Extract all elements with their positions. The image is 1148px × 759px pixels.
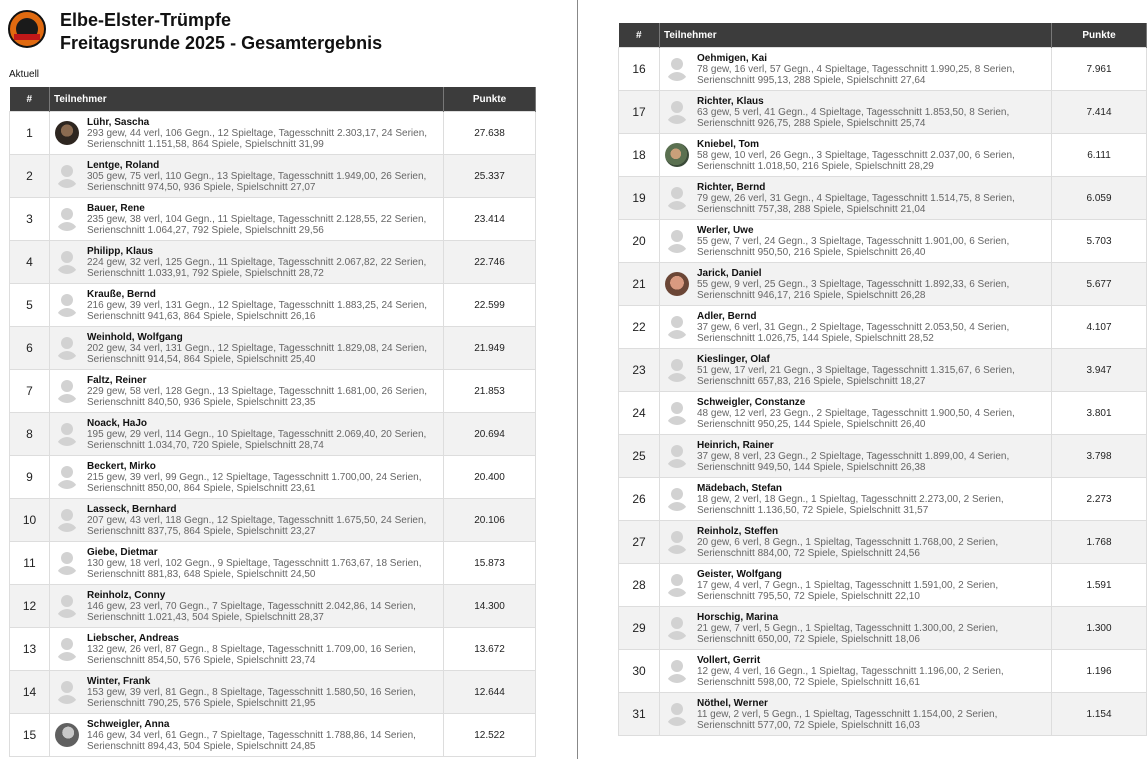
table-row (619, 564, 1147, 607)
participant-stats: 235 gew, 38 verl, 104 Gegn., 11 Spieltage, Tagesschnitt 2.128,55, 22 Serien, Serienschnitt 1.064,27, 792 Spiele, Spielschnitt 29,56 (87, 213, 427, 236)
participant-cell (50, 456, 444, 499)
points-cell: 21.853 (444, 370, 536, 413)
participant-name: Jarick, Daniel (697, 267, 762, 279)
avatar (665, 401, 689, 425)
participant-cell (50, 413, 444, 456)
rank-cell: 22 (619, 306, 660, 349)
table-row (10, 284, 536, 327)
table-row (619, 263, 1147, 306)
avatar (55, 379, 79, 403)
rank-cell: 24 (619, 392, 660, 435)
column-header-points: Punkte (1052, 23, 1147, 48)
rank-cell: 15 (10, 714, 50, 757)
points-cell: 1.154 (1052, 693, 1147, 736)
participant-cell (50, 370, 444, 413)
participant-cell (50, 542, 444, 585)
points-cell: 14.300 (444, 585, 536, 628)
rank-cell: 11 (10, 542, 50, 585)
points-cell: 15.873 (444, 542, 536, 585)
table-row (10, 112, 536, 155)
participant-name: Liebscher, Andreas (87, 632, 179, 644)
participant-name: Bauer, Rene (87, 202, 145, 214)
table-row (619, 392, 1147, 435)
points-cell: 22.599 (444, 284, 536, 327)
rank-cell: 19 (619, 177, 660, 220)
avatar (55, 121, 79, 145)
participant-name: Richter, Bernd (697, 181, 766, 193)
participant-stats: 20 gew, 6 verl, 8 Gegn., 1 Spieltag, Tagesschnitt 1.768,00, 2 Serien, Serienschnitt 884,00, 72 Spiele, Spielschnitt 24,56 (697, 536, 999, 559)
avatar (55, 551, 79, 575)
participant-cell (50, 112, 444, 155)
rank-cell: 4 (10, 241, 50, 284)
table-row (10, 327, 536, 370)
rank-cell: 27 (619, 521, 660, 564)
table-row (619, 349, 1147, 392)
participant-stats: 146 gew, 23 verl, 70 Gegn., 7 Spieltage, Tagesschnitt 2.042,86, 14 Serien, Serienschnitt 1.021,43, 504 Spiele, Spielschnitt 28,37 (87, 600, 416, 623)
avatar (665, 229, 689, 253)
rank-cell: 1 (10, 112, 50, 155)
participant-cell (50, 327, 444, 370)
participant-cell (660, 693, 1052, 736)
avatar (665, 702, 689, 726)
participant-cell (660, 220, 1052, 263)
points-cell: 3.798 (1052, 435, 1147, 478)
points-cell: 22.746 (444, 241, 536, 284)
rank-cell: 21 (619, 263, 660, 306)
participant-cell (50, 155, 444, 198)
table-row (10, 499, 536, 542)
table-row (10, 542, 536, 585)
rank-cell: 10 (10, 499, 50, 542)
participant-cell (660, 607, 1052, 650)
avatar (665, 358, 689, 382)
avatar (665, 487, 689, 511)
rank-cell: 13 (10, 628, 50, 671)
participant-stats: 153 gew, 39 verl, 81 Gegn., 8 Spieltage, Tagesschnitt 1.580,50, 16 Serien, Serienschnitt 790,25, 576 Spiele, Spielschnitt 21,95 (87, 686, 416, 709)
participant-cell (660, 177, 1052, 220)
points-cell: 1.591 (1052, 564, 1147, 607)
participant-name: Lühr, Sascha (87, 116, 150, 128)
participant-name: Giebe, Dietmar (87, 546, 158, 558)
rank-cell: 26 (619, 478, 660, 521)
table-row (10, 585, 536, 628)
participant-cell (50, 198, 444, 241)
rank-cell: 3 (10, 198, 50, 241)
participant-cell (660, 91, 1052, 134)
participant-stats: 130 gew, 18 verl, 102 Gegn., 9 Spieltage, Tagesschnitt 1.763,67, 18 Serien, Serienschnitt 881,83, 648 Spiele, Spielschnitt 24,50 (87, 557, 422, 580)
participant-stats: 79 gew, 26 verl, 31 Gegn., 4 Spieltage, Tagesschnitt 1.514,75, 8 Serien, Serienschnitt 757,38, 288 Spiele, Spielschnitt 21,04 (697, 192, 1015, 215)
points-cell: 5.703 (1052, 220, 1147, 263)
participant-cell (660, 564, 1052, 607)
table-row (619, 306, 1147, 349)
participant-stats: 207 gew, 43 verl, 118 Gegn., 12 Spieltage, Tagesschnitt 1.675,50, 24 Serien, Serienschnitt 837,75, 864 Spiele, Spielschnitt 23,27 (87, 514, 427, 537)
participant-cell (50, 671, 444, 714)
table-row (10, 456, 536, 499)
avatar (55, 723, 79, 747)
participant-name: Nöthel, Werner (697, 697, 768, 709)
participant-cell (50, 499, 444, 542)
points-cell: 6.111 (1052, 134, 1147, 177)
participant-stats: 224 gew, 32 verl, 125 Gegn., 11 Spieltage, Tagesschnitt 2.067,82, 22 Serien, Serienschnitt 1.033,91, 792 Spiele, Spielschnitt 28,72 (87, 256, 427, 279)
participant-stats: 11 gew, 2 verl, 5 Gegn., 1 Spieltag, Tagesschnitt 1.154,00, 2 Serien, Serienschnitt 577,00, 72 Spiele, Spielschnitt 16,03 (697, 708, 998, 731)
rank-cell: 20 (619, 220, 660, 263)
participant-stats: 78 gew, 16 verl, 57 Gegn., 4 Spieltage, Tagesschnitt 1.990,25, 8 Serien, Serienschnitt 995,13, 288 Spiele, Spielschnitt 27,64 (697, 63, 1015, 86)
table-row (619, 134, 1147, 177)
rank-cell: 23 (619, 349, 660, 392)
points-cell: 13.672 (444, 628, 536, 671)
avatar (665, 616, 689, 640)
rank-cell: 18 (619, 134, 660, 177)
points-cell: 1.196 (1052, 650, 1147, 693)
column-header-participant: Teilnehmer (660, 23, 1052, 48)
participant-name: Vollert, Gerrit (697, 654, 761, 666)
rank-cell: 16 (619, 48, 660, 91)
participant-name: Werler, Uwe (697, 224, 754, 236)
participant-cell (50, 284, 444, 327)
table-row (619, 177, 1147, 220)
points-cell: 1.300 (1052, 607, 1147, 650)
points-cell: 27.638 (444, 112, 536, 155)
participant-name: Schweigler, Constanze (697, 396, 806, 408)
avatar (55, 465, 79, 489)
participant-name: Mädebach, Stefan (697, 482, 783, 494)
participant-stats: 18 gew, 2 verl, 18 Gegn., 1 Spieltag, Tagesschnitt 2.273,00, 2 Serien, Serienschnitt 1.136,50, 72 Spiele, Spielschnitt 31,57 (697, 493, 1004, 516)
points-cell: 7.414 (1052, 91, 1147, 134)
participant-stats: 37 gew, 8 verl, 23 Gegn., 2 Spieltage, Tagesschnitt 1.899,00, 4 Serien, Serienschnitt 949,50, 144 Spiele, Spielschnitt 26,38 (697, 450, 1010, 473)
avatar (665, 573, 689, 597)
avatar (55, 508, 79, 532)
participant-cell (660, 650, 1052, 693)
participant-stats: 216 gew, 39 verl, 131 Gegn., 12 Spieltage, Tagesschnitt 1.883,25, 24 Serien, Serienschnitt 941,63, 864 Spiele, Spielschnitt 26,16 (87, 299, 428, 322)
rank-cell: 6 (10, 327, 50, 370)
participant-stats: 55 gew, 9 verl, 25 Gegn., 3 Spieltage, Tagesschnitt 1.892,33, 6 Serien, Serienschnitt 946,17, 216 Spiele, Spielschnitt 26,28 (697, 278, 1010, 301)
points-cell: 20.400 (444, 456, 536, 499)
table-row (619, 693, 1147, 736)
rank-cell: 14 (10, 671, 50, 714)
participant-stats: 12 gew, 4 verl, 16 Gegn., 1 Spieltag, Tagesschnitt 1.196,00, 2 Serien, Serienschnitt 598,00, 72 Spiele, Spielschnitt 16,61 (697, 665, 1004, 688)
rank-cell: 8 (10, 413, 50, 456)
rank-cell: 2 (10, 155, 50, 198)
column-header-rank: # (619, 23, 660, 48)
participant-name: Lentge, Roland (87, 159, 160, 171)
participant-cell (50, 241, 444, 284)
participant-name: Philipp, Klaus (87, 245, 154, 257)
participant-stats: 58 gew, 10 verl, 26 Gegn., 3 Spieltage, Tagesschnitt 2.037,00, 6 Serien, Serienschnitt 1.018,50, 216 Spiele, Spielschnitt 28,29 (697, 149, 1015, 172)
table-row (619, 48, 1147, 91)
participant-name: Richter, Klaus (697, 95, 764, 107)
table-row (619, 650, 1147, 693)
avatar (665, 100, 689, 124)
rank-cell: 28 (619, 564, 660, 607)
participant-cell (660, 306, 1052, 349)
participant-cell (50, 628, 444, 671)
participant-name: Lasseck, Bernhard (87, 503, 177, 515)
points-cell: 5.677 (1052, 263, 1147, 306)
avatar (665, 659, 689, 683)
status-label: Aktuell (9, 69, 40, 80)
table-row (10, 413, 536, 456)
participant-name: Kniebel, Tom (697, 138, 760, 150)
participant-name: Reinholz, Steffen (697, 525, 779, 537)
page-divider (577, 0, 578, 759)
points-cell: 12.522 (444, 714, 536, 757)
column-header-rank: # (10, 87, 50, 112)
participant-name: Schweigler, Anna (87, 718, 170, 730)
participant-stats: 55 gew, 7 verl, 24 Gegn., 3 Spieltage, Tagesschnitt 1.901,00, 6 Serien, Serienschnitt 950,50, 216 Spiele, Spielschnitt 26,40 (697, 235, 1010, 258)
table-row (619, 478, 1147, 521)
participant-name: Horschig, Marina (697, 611, 779, 623)
participant-stats: 132 gew, 26 verl, 87 Gegn., 8 Spieltage, Tagesschnitt 1.709,00, 16 Serien, Serienschnitt 854,50, 576 Spiele, Spielschnitt 23,74 (87, 643, 416, 666)
page-title: Elbe-Elster-Trümpfe (60, 10, 232, 30)
rank-cell: 5 (10, 284, 50, 327)
table-row (10, 155, 536, 198)
participant-name: Heinrich, Rainer (697, 439, 774, 451)
points-cell: 1.768 (1052, 521, 1147, 564)
avatar (665, 272, 689, 296)
participant-stats: 146 gew, 34 verl, 61 Gegn., 7 Spieltage, Tagesschnitt 1.788,86, 14 Serien, Serienschnitt 894,43, 504 Spiele, Spielschnitt 24,85 (87, 729, 416, 752)
participant-name: Krauße, Bernd (87, 288, 156, 300)
avatar (55, 594, 79, 618)
points-cell: 25.337 (444, 155, 536, 198)
table-row (10, 671, 536, 714)
points-cell: 20.694 (444, 413, 536, 456)
participant-name: Reinholz, Conny (87, 589, 166, 601)
avatar (55, 250, 79, 274)
rank-cell: 25 (619, 435, 660, 478)
club-logo (8, 10, 46, 48)
table-header (10, 87, 536, 112)
participant-name: Kieslinger, Olaf (697, 353, 770, 365)
avatar (665, 57, 689, 81)
table-row (10, 241, 536, 284)
participant-name: Winter, Frank (87, 675, 151, 687)
points-cell: 4.107 (1052, 306, 1147, 349)
table-header (619, 23, 1147, 48)
points-cell: 23.414 (444, 198, 536, 241)
participant-cell (660, 263, 1052, 306)
avatar (665, 444, 689, 468)
participant-name: Beckert, Mirko (87, 460, 156, 472)
participant-stats: 202 gew, 34 verl, 131 Gegn., 12 Spieltage, Tagesschnitt 1.829,08, 24 Serien, Serienschnitt 914,54, 864 Spiele, Spielschnitt 25,40 (87, 342, 428, 365)
rank-cell: 7 (10, 370, 50, 413)
points-cell: 12.644 (444, 671, 536, 714)
rank-cell: 29 (619, 607, 660, 650)
ranking-table-right (618, 23, 1147, 736)
table-row (10, 198, 536, 241)
avatar (665, 315, 689, 339)
avatar (55, 293, 79, 317)
avatar (665, 530, 689, 554)
rank-cell: 12 (10, 585, 50, 628)
participant-cell (50, 714, 444, 757)
table-row (619, 220, 1147, 263)
table-row (619, 607, 1147, 650)
ranking-table-left (9, 87, 536, 757)
participant-stats: 48 gew, 12 verl, 23 Gegn., 2 Spieltage, Tagesschnitt 1.900,50, 4 Serien, Serienschnitt 950,25, 144 Spiele, Spielschnitt 26,40 (697, 407, 1015, 430)
column-header-points: Punkte (444, 87, 536, 112)
participant-name: Oehmigen, Kai (697, 52, 768, 64)
avatar (55, 422, 79, 446)
page-subtitle: Freitagsrunde 2025 - Gesamtergebnis (60, 33, 383, 53)
points-cell: 3.947 (1052, 349, 1147, 392)
participant-cell (660, 349, 1052, 392)
rank-cell: 9 (10, 456, 50, 499)
participant-name: Faltz, Reiner (87, 374, 147, 386)
rank-cell: 30 (619, 650, 660, 693)
table-row (619, 435, 1147, 478)
participant-stats: 63 gew, 5 verl, 41 Gegn., 4 Spieltage, Tagesschnitt 1.853,50, 8 Serien, Serienschnitt 926,75, 288 Spiele, Spielschnitt 25,74 (697, 106, 1010, 129)
participant-cell (660, 521, 1052, 564)
avatar (665, 143, 689, 167)
column-header-participant: Teilnehmer (50, 87, 444, 112)
participant-name: Weinhold, Wolfgang (87, 331, 183, 343)
points-cell: 21.949 (444, 327, 536, 370)
participant-name: Noack, HaJo (87, 417, 148, 429)
participant-stats: 51 gew, 17 verl, 21 Gegn., 3 Spieltage, Tagesschnitt 1.315,67, 6 Serien, Serienschnitt 657,83, 216 Spiele, Spielschnitt 18,27 (697, 364, 1015, 387)
participant-cell (660, 134, 1052, 177)
table-row (10, 628, 536, 671)
participant-stats: 17 gew, 4 verl, 7 Gegn., 1 Spieltag, Tagesschnitt 1.591,00, 2 Serien, Serienschnitt 795,50, 72 Spiele, Spielschnitt 22,10 (697, 579, 999, 602)
points-cell: 2.273 (1052, 478, 1147, 521)
table-row (619, 91, 1147, 134)
rank-cell: 31 (619, 693, 660, 736)
table-row (10, 370, 536, 413)
participant-cell (50, 585, 444, 628)
points-cell: 7.961 (1052, 48, 1147, 91)
avatar (55, 207, 79, 231)
participant-name: Geister, Wolfgang (697, 568, 782, 580)
participant-cell (660, 435, 1052, 478)
points-cell: 3.801 (1052, 392, 1147, 435)
rank-cell: 17 (619, 91, 660, 134)
points-cell: 20.106 (444, 499, 536, 542)
participant-stats: 293 gew, 44 verl, 106 Gegn., 12 Spieltage, Tagesschnitt 2.303,17, 24 Serien, Serienschnitt 1.151,58, 864 Spiele, Spielschnitt 31,99 (87, 127, 428, 150)
participant-cell (660, 478, 1052, 521)
avatar (55, 637, 79, 661)
participant-stats: 195 gew, 29 verl, 114 Gegn., 10 Spieltage, Tagesschnitt 2.069,40, 20 Serien, Serienschnitt 1.034,70, 720 Spiele, Spielschnitt 28,74 (87, 428, 427, 451)
participant-stats: 37 gew, 6 verl, 31 Gegn., 2 Spieltage, Tagesschnitt 2.053,50, 4 Serien, Serienschnitt 1.026,75, 144 Spiele, Spielschnitt 28,52 (697, 321, 1010, 344)
table-row (10, 714, 536, 757)
participant-cell (660, 48, 1052, 91)
avatar (55, 680, 79, 704)
participant-name: Adler, Bernd (697, 310, 757, 322)
avatar (665, 186, 689, 210)
participant-stats: 229 gew, 58 verl, 128 Gegn., 13 Spieltage, Tagesschnitt 1.681,00, 26 Serien, Serienschnitt 840,50, 936 Spiele, Spielschnitt 23,35 (87, 385, 428, 408)
participant-stats: 21 gew, 7 verl, 5 Gegn., 1 Spieltag, Tagesschnitt 1.300,00, 2 Serien, Serienschnitt 650,00, 72 Spiele, Spielschnitt 18,06 (697, 622, 999, 645)
avatar (55, 336, 79, 360)
points-cell: 6.059 (1052, 177, 1147, 220)
participant-stats: 215 gew, 39 verl, 99 Gegn., 12 Spieltage, Tagesschnitt 1.700,00, 24 Serien, Serienschnitt 850,00, 864 Spiele, Spielschnitt 23,61 (87, 471, 422, 494)
participant-cell (660, 392, 1052, 435)
participant-stats: 305 gew, 75 verl, 110 Gegn., 13 Spieltage, Tagesschnitt 1.949,00, 26 Serien, Serienschnitt 974,50, 936 Spiele, Spielschnitt 27,07 (87, 170, 427, 193)
avatar (55, 164, 79, 188)
table-row (619, 521, 1147, 564)
